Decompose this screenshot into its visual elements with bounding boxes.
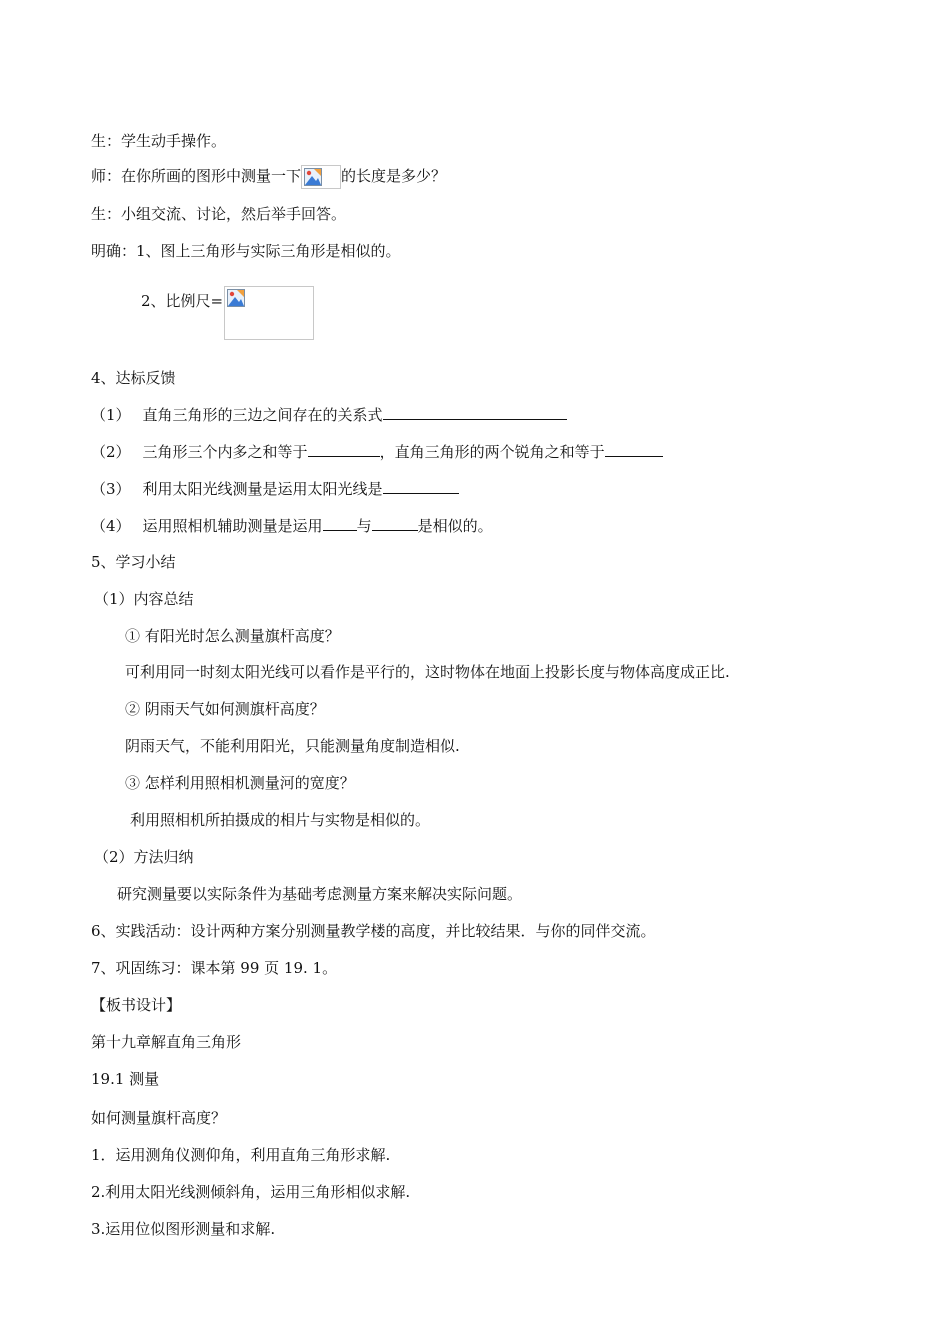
teacher-question-prefix: 师：在你所画的图形中测量一下: [91, 167, 302, 185]
question-4: [91, 515, 493, 536]
line-group-discussion: 生：小组交流、讨论，然后举手回答。: [91, 205, 347, 223]
board-method-3: 3.运用位似图形测量和求解.: [91, 1220, 276, 1238]
summary-question-3: ③ 怎样利用照相机测量河的宽度？: [125, 774, 355, 792]
question-text: 运用照相机辅助测量是运用: [142, 517, 323, 535]
summary-content-heading: （1）内容总结: [94, 590, 194, 608]
board-method-1: 1．运用测角仪测仰角，利用直角三角形求解.: [91, 1146, 391, 1164]
consolidation-exercise: 7、巩固练习：课本第 99 页 19. 1。: [91, 959, 338, 977]
answer-blank[interactable]: [308, 441, 380, 457]
summary-question-2: ② 阴雨天气如何测旗杆高度？: [125, 700, 325, 718]
answer-blank[interactable]: [383, 478, 459, 494]
summary-answer-1: 可利用同一时刻太阳光线可以看作是平行的，这时物体在地面上投影长度与物体高度成正比.: [125, 663, 730, 681]
summary-answer-2: 阴雨天气，不能利用阳光，只能测量角度制造相似.: [125, 737, 460, 755]
question-text: 利用太阳光线测量是运用太阳光线是: [142, 480, 383, 498]
board-question: 如何测量旗杆高度？: [91, 1109, 227, 1127]
question-text: ，直角三角形的两个锐角之和等于: [379, 443, 605, 461]
question-text: 三角形三个内多之和等于: [142, 443, 308, 461]
summary-question-1: ① 有阳光时怎么测量旗杆高度？: [125, 627, 340, 645]
line-scale: 2、比例尺=: [141, 292, 224, 310]
answer-blank[interactable]: [605, 441, 663, 457]
board-design-heading: 【板书设计】: [91, 996, 182, 1014]
line-student-operate: 生：学生动手操作。: [91, 132, 227, 150]
broken-image-icon: [227, 289, 245, 307]
question-2: [91, 441, 663, 462]
section-title: 19.1 测量: [91, 1070, 160, 1088]
question-number: （2）: [91, 443, 131, 461]
scale-formula-image: [224, 286, 314, 340]
question-3: [91, 478, 459, 499]
method-heading: （2）方法归纳: [94, 848, 194, 866]
chapter-title: 第十九章解直角三角形: [91, 1033, 242, 1051]
line-clarify-1: 明确：1、图上三角形与实际三角形是相似的。: [91, 242, 401, 260]
question-text: 是相似的。: [417, 517, 493, 535]
answer-blank[interactable]: [323, 515, 357, 531]
method-text: 研究测量要以实际条件为基础考虑测量方案来解决实际问题。: [117, 885, 523, 903]
teacher-question-suffix: 的长度是多少？: [341, 167, 447, 185]
section-feedback: 4、达标反馈: [91, 369, 176, 387]
question-number: （4）: [91, 517, 131, 535]
section-summary: 5、学习小结: [91, 553, 176, 571]
answer-blank[interactable]: [383, 404, 567, 420]
broken-image-icon: [304, 168, 322, 186]
line-teacher-question: [91, 165, 446, 189]
question-text: 直角三角形的三边之间存在的关系式: [142, 406, 383, 424]
board-method-2: 2.利用太阳光线测倾斜角，运用三角形相似求解.: [91, 1183, 411, 1201]
question-number: （3）: [91, 480, 131, 498]
summary-answer-3: 利用照相机所拍摄成的相片与实物是相似的。: [130, 811, 431, 829]
question-number: （1）: [91, 406, 131, 424]
answer-blank[interactable]: [372, 515, 418, 531]
practice-activity: 6、实践活动：设计两种方案分别测量教学楼的高度，并比较结果．与你的同伴交流。: [91, 922, 656, 940]
question-text: 与: [356, 517, 372, 535]
inline-formula-image: [301, 165, 341, 189]
question-1: [91, 404, 567, 425]
